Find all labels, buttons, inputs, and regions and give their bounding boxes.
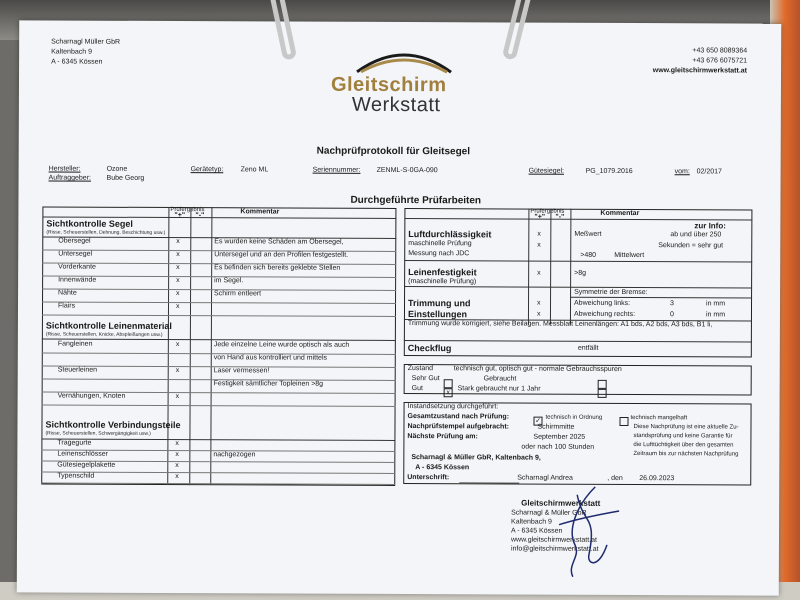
protocol-sheet: [17, 20, 781, 595]
row-label: Steuerleinen: [57, 366, 98, 374]
s1-title: Sichtkontrolle Segel: [46, 218, 133, 229]
in-ordnung-checkbox[interactable]: ✓: [535, 417, 541, 425]
naechste-value: September 2025: [533, 433, 586, 441]
hersteller-value: Ozone: [106, 165, 128, 173]
mangel-label: technisch mangelhaft: [630, 415, 688, 422]
leinen-mark: x: [537, 269, 541, 277]
abw-links-unit: in mm: [706, 300, 726, 308]
abw-links-value: 3: [670, 300, 674, 308]
geraetetyp-label: Gerätetyp:: [190, 166, 224, 174]
row-label: Tragegurte: [57, 439, 92, 447]
row-comment: Laser vermessen!: [213, 367, 270, 375]
luft-sub-1: maschinelle Prüfung: [408, 240, 472, 248]
luft-mark-1: x: [537, 230, 541, 238]
luft-mittelwert: Mittelwert: [614, 251, 645, 260]
logo-line-1: Gleitschirm: [330, 73, 447, 97]
website: www.gleitschirmwerkstatt.at: [652, 67, 748, 75]
trim-note: Trimmung wurde korrigiert, siehe Beilagen. Messblatt Leinenlängen: A1 bds, A2 bds, A3 bds, B1 li,: [407, 320, 713, 329]
page-title: Nachprüfprotokoll für Gleitsegel: [316, 145, 471, 158]
left-plus: "+": [174, 212, 186, 220]
zur-info: zur Info:: [694, 221, 726, 231]
row-comment: nachgezogen: [213, 451, 256, 459]
trim-title-1: Trimmung und: [407, 298, 471, 309]
row-label: Fangleinen: [57, 340, 93, 348]
unterschrift-label: Unterschrift:: [407, 474, 450, 482]
s3-title: Sichtkontrolle Verbindungsteile: [45, 419, 181, 431]
row-mark: x: [175, 451, 179, 459]
row-comment: Schirm entleert: [214, 290, 262, 298]
company-city: A - 6345 Kössen: [51, 58, 103, 66]
s1-sub: (Risse, Scheuerstellen, Dehnung, Beschichtung usw.): [46, 229, 166, 236]
stark-checkbox[interactable]: [598, 385, 607, 403]
leinen-value: >8g: [574, 269, 587, 277]
sehr-gut-label: Sehr Gut: [411, 375, 440, 383]
stamp-line-4: www.gleitschirmwerkstatt.at: [510, 536, 597, 544]
symmetrie: Symmetrie der Bremse:: [574, 288, 648, 297]
gut-label: Gut: [411, 385, 423, 393]
naechste-value-2: oder nach 100 Stunden: [521, 443, 595, 451]
s2-title: Sichtkontrolle Leinenmaterial: [45, 320, 172, 332]
s2-sub: (Risse, Scheuerstellen, Knicke, Abspleißungen usw.): [45, 331, 163, 338]
row-mark: x: [175, 393, 180, 401]
mangel-checkbox[interactable]: [619, 413, 628, 431]
auftraggeber-value: Bube Georg: [106, 174, 145, 182]
stempel-value: Schirmmitte: [537, 423, 575, 431]
zustand-label: Zustand: [407, 365, 434, 373]
luft-info-2: Sekunden = sehr gut: [658, 242, 724, 250]
stark-label: Stark gebraucht nur 1 Jahr: [457, 385, 541, 393]
left-minus: "-": [195, 212, 205, 220]
den-label: , den: [607, 474, 623, 482]
geraetetyp-value: Zeno ML: [240, 166, 269, 174]
row-comment: Jede einzelne Leine wurde optisch als auch: [213, 341, 350, 349]
addr-line-2: A - 6345 Kössen: [415, 464, 470, 472]
row-mark: x: [175, 462, 179, 470]
signature-icon: [537, 485, 627, 580]
guetesiegel-value: PG_1079.2016: [585, 167, 633, 176]
company-street: Kaltenbach 9: [51, 48, 93, 56]
row-label: Vernähungen, Knoten: [57, 392, 126, 400]
row-mark: x: [175, 341, 180, 349]
logo-line-2: Werkstatt: [351, 93, 441, 117]
row-mark: x: [176, 238, 180, 246]
stamp-line-2: Kaltenbach 9: [511, 518, 552, 526]
luft-480: >480: [580, 251, 597, 259]
right-plus: "+": [534, 213, 546, 221]
row-label: Vorderkante: [58, 263, 96, 271]
unterschrift-name: Scharnagl Andrea: [517, 474, 573, 482]
logo-arc-icon: [349, 44, 459, 74]
right-pruefergebnis: Prüfergebnis: [530, 208, 565, 215]
zustand-text: technisch gut, optisch gut - normale Gebrauchsspuren: [453, 365, 622, 373]
row-label: Nähte: [58, 289, 77, 297]
stempel-label: Nachprüfstempel aufgebracht:: [407, 423, 510, 431]
in-ordnung-label: technisch in Ordnung: [545, 414, 603, 421]
row-comment: im Segel.: [214, 277, 244, 285]
vom-value: 02/2017: [696, 168, 722, 176]
trim-mark-1: x: [537, 299, 541, 307]
vom-label: vom:: [674, 168, 690, 176]
datum: 26.09.2023: [639, 475, 675, 483]
disclaimer-1: Diese Nachprüfung ist eine aktuelle Zu-: [633, 424, 739, 431]
row-mark: x: [176, 264, 180, 272]
guetesiegel-label: Gütesiegel:: [528, 167, 565, 175]
trim-mark-2: x: [536, 310, 541, 318]
company-name: Scharnagl Müller GbR: [51, 38, 121, 46]
row-comment: Es wurden keine Schäden am Obersegel,: [214, 238, 344, 246]
inst-title: Instandsetzung durchgeführt:: [407, 403, 499, 411]
section-title: Durchgeführte Prüfarbeiten: [350, 194, 482, 207]
s3-sub: (Risse, Scheuerstellen, Schwergängigkeit usw.): [45, 430, 151, 437]
row-mark: x: [176, 277, 180, 285]
row-mark: x: [175, 473, 179, 481]
seriennummer-value: ZENML-S-0GA-090: [376, 166, 438, 175]
row-comment: Untersegel und an den Profilen festgestellt.: [214, 251, 349, 259]
row-label: Gütesiegelplakette: [57, 461, 116, 469]
leinen-sub: (maschinelle Prüfung): [408, 278, 477, 286]
luft-sub-2: Messung nach JDC: [408, 250, 470, 258]
row-mark: x: [176, 251, 180, 259]
checkflug-value: entfällt: [577, 344, 599, 352]
right-kommentar: Kommentar: [600, 209, 640, 218]
disclaimer-3: die Lufttüchtigkeit über den gesamten: [633, 442, 734, 449]
stamp-line-3: A - 6345 Kössen: [511, 527, 563, 535]
left-pruefergebnis: Prüfergebnis: [170, 207, 205, 214]
gebraucht-label: Gebraucht: [483, 375, 517, 383]
leinen-title: Leinenfestigkeit: [408, 267, 477, 278]
abw-rechts-value: 0: [669, 311, 674, 319]
row-comment: Festigkeit sämtlicher Topleinen >8g: [213, 380, 324, 388]
row-label: Leinenschlösser: [57, 450, 108, 458]
seriennummer-label: Seriennummer:: [312, 166, 361, 174]
row-mark: x: [176, 290, 180, 298]
luft-mark-2: x: [537, 241, 541, 249]
gesamt-label: Gesamtzustand nach Prüfung:: [407, 413, 510, 421]
phone-1: +43 650 8089364: [692, 47, 748, 55]
row-mark: x: [175, 440, 179, 448]
row-label: Innenwände: [58, 276, 97, 284]
trim-title-2: Einstellungen: [407, 309, 468, 320]
abw-rechts-unit: in mm: [705, 311, 726, 319]
row-mark: x: [175, 303, 180, 311]
checkflug-title: Checkflug: [407, 343, 452, 354]
stamp-title: Gleitschirmwerkstatt: [521, 498, 601, 508]
row-label: Typenschild: [57, 472, 95, 480]
stamp-line-1: Scharnagl & Müller GbR: [511, 509, 587, 517]
naechste-label: Nächste Prüfung am:: [407, 433, 478, 441]
luft-title: Luftdurchlässigkeit: [408, 229, 492, 240]
abw-links-label: Abweichung links:: [574, 299, 631, 308]
row-label: Obersegel: [58, 237, 91, 245]
row-label: Untersegel: [58, 250, 93, 258]
row-mark: x: [175, 367, 180, 375]
addr-line-1: Scharnagl & Müller GbR, Kaltenbach 9,: [411, 454, 541, 462]
luft-messwert: Meßwert: [574, 230, 602, 238]
phone-2: +43 676 6075721: [692, 57, 748, 65]
gut-checkbox[interactable]: x: [444, 384, 453, 402]
auftraggeber-label: Auftraggeber:: [48, 174, 92, 182]
disclaimer-4: Zeitraum bis zur nächsten Nachprüfung: [633, 451, 739, 458]
stamp-line-5: info@gleitschirmwerkstatt.at: [510, 545, 599, 553]
right-minus: "-": [555, 213, 565, 221]
luft-info-1: ab und über 250: [670, 231, 722, 239]
left-kommentar: Kommentar: [240, 208, 280, 216]
hersteller-label: Hersteller:: [48, 165, 81, 173]
row-comment: Es befinden sich bereits geklebte Stellen: [214, 264, 341, 272]
row-label: Flairs: [57, 302, 76, 310]
abw-rechts-label: Abweichung rechts:: [573, 310, 636, 319]
disclaimer-2: standsprüfung und keine Garantie für: [633, 433, 733, 440]
row-comment: von Hand aus kontrolliert und mittels: [213, 354, 328, 362]
